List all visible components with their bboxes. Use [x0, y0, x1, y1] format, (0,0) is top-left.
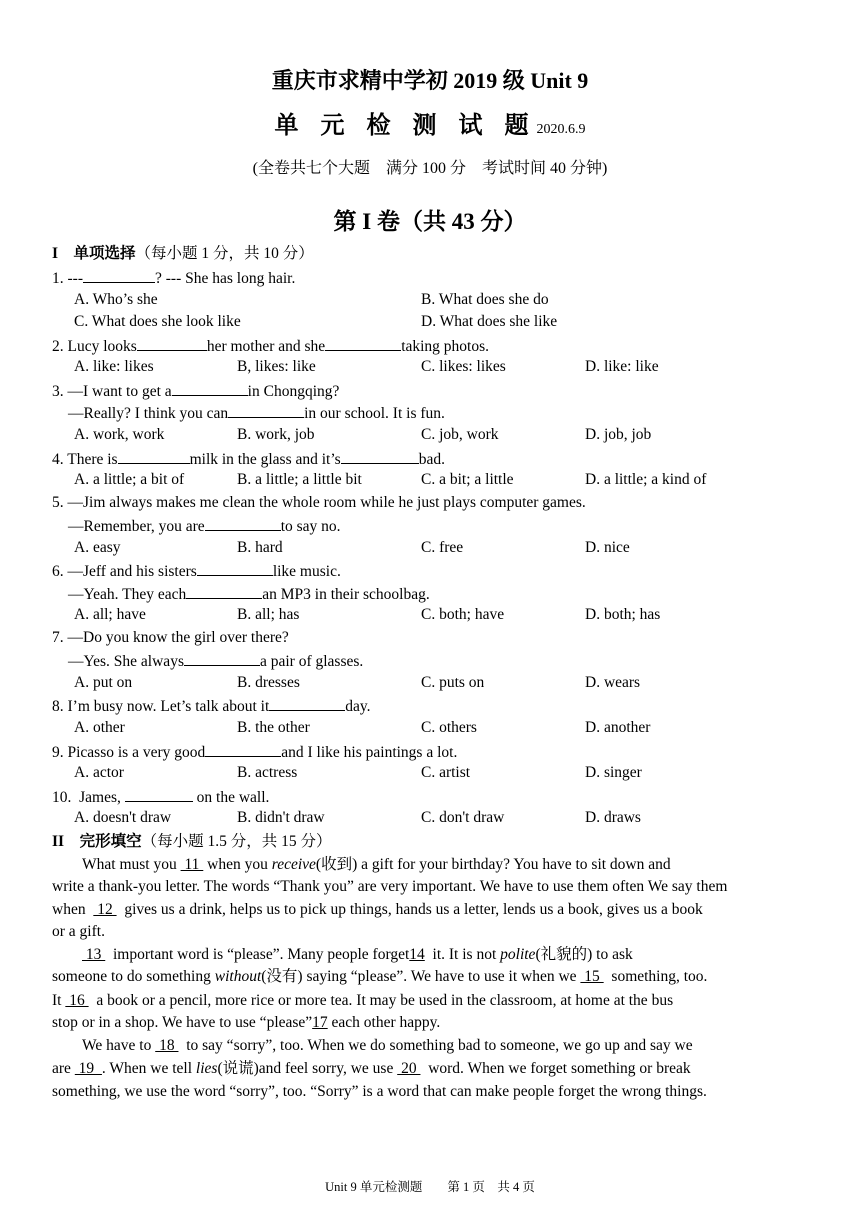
q3-text-a: 3. —I want to get a — [52, 383, 172, 400]
q3-option-d: D. job, job — [585, 426, 652, 443]
cloze-text: What must you — [82, 856, 181, 873]
q8-text-a: 8. I’m busy now. Let’s talk about it — [52, 698, 270, 715]
cloze-text: without — [214, 968, 262, 985]
question-3 — [52, 381, 339, 401]
cloze-line: or a gift. — [52, 923, 105, 940]
q7-option-c: C. puts on — [421, 674, 485, 691]
q5-option-c: C. free — [421, 539, 464, 556]
cloze-line — [52, 992, 673, 1010]
cloze-line — [52, 1014, 440, 1032]
cloze-line: write a thank-you letter. The words “Thank you” are very important. We have to use them often We say them — [52, 878, 728, 895]
q1-text-b: ? --- She has long hair. — [155, 270, 296, 287]
cloze-text: (收到) a gift for your birthday? You have to sit down and — [315, 856, 671, 873]
q9-option-d: D. singer — [585, 764, 642, 781]
q2-text-c: taking photos. — [401, 338, 490, 355]
cloze-line — [52, 968, 707, 986]
q4-option-d: D. a little; a kind of — [585, 471, 707, 488]
answer-blank — [228, 403, 304, 418]
q8-text-b: day. — [345, 698, 371, 715]
question-4 — [52, 449, 445, 469]
q2-text-a: 2. Lucy looks — [52, 338, 137, 355]
q6-text-b: like music. — [272, 563, 341, 580]
q7-option-d: D. wears — [585, 674, 641, 691]
question-1 — [52, 268, 295, 288]
cloze-text: stop or in a shop. We have to use “please” — [52, 1014, 313, 1031]
q6-text-a: 6. —Jeff and his sisters — [52, 563, 197, 580]
cloze-line — [82, 1037, 693, 1055]
exam-subtitle — [0, 105, 860, 140]
question-7: 7. —Do you know the girl over there? — [52, 629, 289, 646]
answer-blank — [125, 787, 193, 802]
q6-text-d: an MP3 in their schoolbag. — [262, 586, 430, 603]
q7-text-b: —Yes. She always — [68, 653, 184, 670]
question-10 — [52, 787, 269, 807]
q5-option-a: A. easy — [74, 539, 121, 556]
cloze-line — [82, 946, 633, 964]
exam-date: 2020.6.9 — [536, 122, 586, 137]
q2-option-d: D. like: like — [585, 358, 659, 375]
q4-option-a: A. a little; a bit of — [74, 471, 185, 488]
q8-option-d: D. another — [585, 719, 651, 736]
answer-blank — [184, 651, 260, 666]
cloze-blank-11: 11 — [180, 856, 204, 873]
q8-option-c: C. others — [421, 719, 477, 736]
cloze-blank-15: 15 — [580, 968, 604, 985]
cloze-text: when — [52, 901, 94, 918]
q4-text-a: 4. There is — [52, 451, 118, 468]
cloze-text: (没有) saying “please”. We have to use it when we — [261, 968, 581, 985]
q4-text-c: bad. — [418, 451, 445, 468]
part-title: 第 I 卷（共 43 分） — [333, 209, 527, 234]
q2-option-c: C. likes: likes — [421, 358, 506, 375]
section-2-heading — [52, 833, 331, 851]
q6-option-a: A. all; have — [74, 606, 146, 623]
answer-blank — [186, 584, 262, 599]
q6-option-c: C. both; have — [421, 606, 505, 623]
q9-option-c: C. artist — [421, 764, 471, 781]
answer-blank — [83, 268, 155, 283]
q5-text-c: to say no. — [280, 518, 341, 535]
q6-option-b: B. all; has — [237, 606, 300, 623]
answer-blank — [118, 449, 190, 464]
q4-option-b: B. a little; a little bit — [237, 471, 362, 488]
cloze-text: lies — [195, 1060, 218, 1077]
q10-option-b: B. didn't draw — [237, 809, 325, 826]
q10-option-c: C. don't draw — [421, 809, 505, 826]
q8-option-b: B. the other — [237, 719, 310, 736]
q3-option-c: C. job, work — [421, 426, 499, 443]
cloze-text: it. It is not — [424, 946, 501, 963]
q1-option-b: B. What does she do — [421, 291, 549, 308]
cloze-text: important word is “please”. Many people forget — [105, 946, 410, 963]
cloze-text: (说谎)and feel sorry, we use — [217, 1060, 398, 1077]
answer-blank — [205, 516, 281, 531]
cloze-blank-12: 12 — [93, 901, 117, 918]
question-6 — [52, 561, 341, 581]
page-footer: Unit 9 单元检测题 第 1 页 共 4 页 — [325, 1180, 535, 1194]
answer-blank — [137, 336, 207, 351]
section-1-heading — [52, 245, 314, 263]
cloze-line — [82, 856, 671, 874]
q3-text-d: in our school. It is fun. — [304, 405, 445, 422]
answer-blank — [205, 742, 281, 757]
cloze-text: (礼貌的) to ask — [535, 946, 633, 963]
cloze-line — [52, 1060, 691, 1078]
section-1-note: （每小题 1 分，共 10 分） — [135, 245, 314, 262]
q3-option-a: A. work, work — [74, 426, 165, 443]
q1-option-a: A. Who’s she — [74, 291, 158, 308]
section-2-note: （每小题 1.5 分，共 15 分） — [141, 833, 332, 850]
q5-option-b: B. hard — [237, 539, 283, 556]
cloze-text: to say “sorry”, too. When we do something bad to someone, we go up and say we — [178, 1037, 693, 1054]
cloze-text: polite — [500, 946, 536, 963]
answer-blank — [325, 336, 401, 351]
q9-option-a: A. actor — [74, 764, 124, 781]
cloze-text: It — [52, 992, 66, 1009]
q7-option-b: B. dresses — [237, 674, 300, 691]
cloze-text: each other happy. — [327, 1014, 441, 1031]
cloze-text: someone to do something — [52, 968, 215, 985]
q2-option-a: A. like: likes — [74, 358, 154, 375]
question-9 — [52, 742, 457, 762]
q7-text-c: a pair of glasses. — [259, 653, 364, 670]
cloze-text: receive — [271, 856, 316, 873]
q6-text-c: —Yeah. They each — [68, 586, 187, 603]
q1-option-c: C. What does she look like — [74, 313, 241, 330]
cloze-line: something, we use the word “sorry”, too. “Sorry” is a word that can make people forget the wrong things. — [52, 1083, 707, 1100]
cloze-line — [52, 901, 703, 919]
answer-blank — [197, 561, 273, 576]
cloze-text: . When we tell — [101, 1060, 196, 1077]
question-8 — [52, 696, 371, 716]
q9-text-b: and I like his paintings a lot. — [281, 744, 458, 761]
exam-title: 重庆市求精中学初 2019 级 Unit 9 — [271, 68, 589, 93]
cloze-text: a book or a pencil, more rice or more tea. It may be used in the classroom, at home at the bus — [88, 992, 674, 1009]
cloze-text: something, too. — [603, 968, 708, 985]
exam-info: (全卷共七个大题 满分 100 分 考试时间 40 分钟) — [252, 160, 608, 177]
cloze-blank-16: 16 — [65, 992, 89, 1009]
q9-option-b: B. actress — [237, 764, 298, 781]
q8-option-a: A. other — [74, 719, 125, 736]
subtitle-text: 单 元 检 测 试 题 — [274, 113, 537, 139]
section-1-title: I 单项选择 — [52, 245, 136, 262]
q10-option-d: D. draws — [585, 809, 641, 826]
answer-blank — [172, 381, 248, 396]
q6-option-d: D. both; has — [585, 606, 661, 623]
q3-text-c: —Really? I think you can — [68, 405, 229, 422]
q5-option-d: D. nice — [585, 539, 630, 556]
question-5-reply — [68, 516, 341, 536]
q3-option-b: B. work, job — [237, 426, 315, 443]
cloze-text: gives us a drink, helps us to pick up things, hands us a letter, lends us a book, gives us a book — [116, 901, 703, 918]
q7-option-a: A. put on — [74, 674, 133, 691]
answer-blank — [269, 696, 345, 711]
cloze-text: word. When we forget something or break — [420, 1060, 691, 1077]
cloze-text: are — [52, 1060, 75, 1077]
cloze-blank-13: 13 — [82, 946, 106, 963]
question-3-reply — [68, 403, 445, 423]
q10-text-b: on the wall. — [192, 789, 270, 806]
cloze-blank-20: 20 — [397, 1060, 421, 1077]
q9-text-a: 9. Picasso is a very good — [52, 744, 206, 761]
question-5: 5. —Jim always makes me clean the whole room while he just plays computer games. — [52, 494, 586, 511]
section-2-title: II 完形填空 — [52, 833, 142, 850]
question-7-reply — [68, 651, 363, 671]
cloze-blank-14: 14 — [409, 946, 425, 963]
q4-option-c: C. a bit; a little — [421, 471, 514, 488]
cloze-text: We have to — [82, 1037, 156, 1054]
q2-text-b: her mother and she — [206, 338, 326, 355]
q3-text-b: in Chongqing? — [247, 383, 340, 400]
cloze-blank-19: 19 — [74, 1060, 102, 1077]
q10-option-a: A. doesn't draw — [74, 809, 172, 826]
q1-text-a: 1. --- — [52, 270, 83, 287]
question-6-reply — [68, 584, 430, 604]
q5-text-b: —Remember, you are — [68, 518, 205, 535]
q10-text-a: 10. James, — [52, 789, 125, 806]
q1-option-d: D. What does she like — [421, 313, 558, 330]
q4-text-b: milk in the glass and it’s — [189, 451, 341, 468]
cloze-text: when you — [203, 856, 272, 873]
question-2 — [52, 336, 489, 356]
cloze-blank-17: 17 — [312, 1014, 328, 1031]
cloze-blank-18: 18 — [155, 1037, 179, 1054]
answer-blank — [341, 449, 419, 464]
q2-option-b: B, likes: like — [237, 358, 316, 375]
